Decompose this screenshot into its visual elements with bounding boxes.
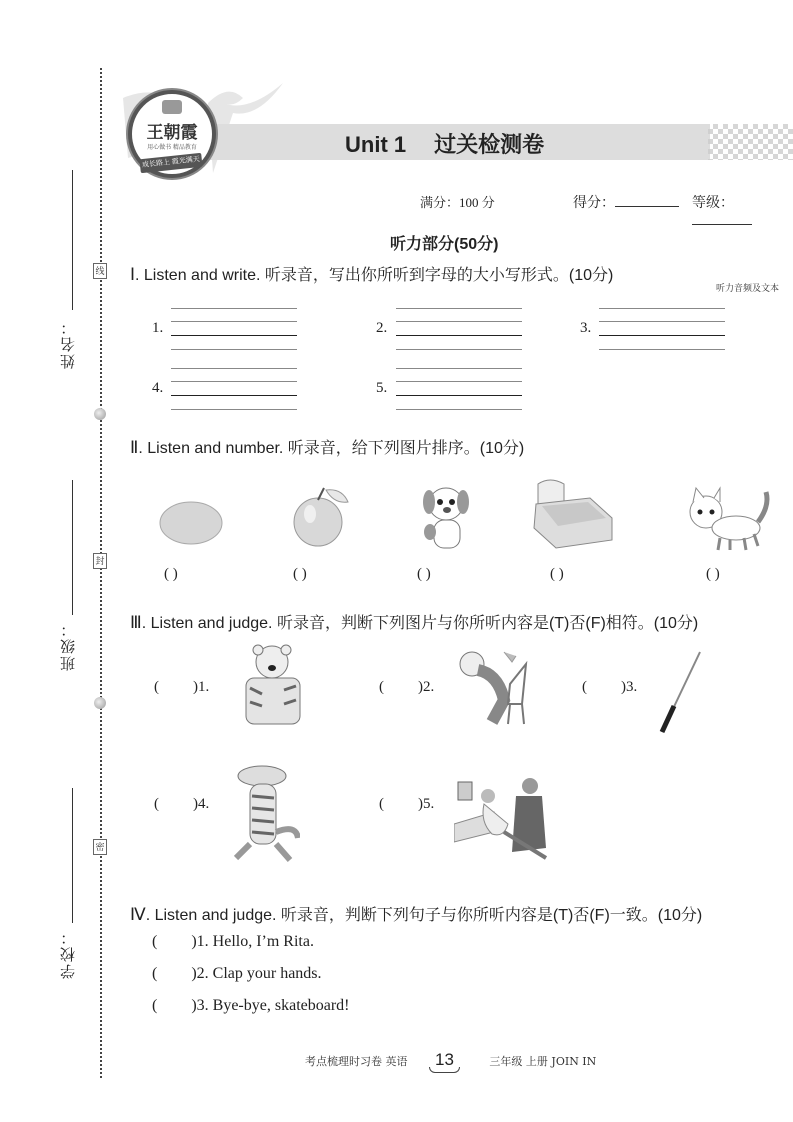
answer-blank[interactable]: ( ) <box>164 566 178 582</box>
item-label: )4. <box>193 796 210 812</box>
item-label: )5. <box>418 796 435 812</box>
page-number: 13 <box>429 1050 460 1070</box>
tiger-waving-icon <box>238 644 306 726</box>
page-title <box>345 128 544 159</box>
binding-dotted-line <box>100 68 102 1078</box>
open-paren: ( <box>152 933 158 950</box>
item-number: 3. <box>580 320 592 336</box>
class-label: 班级： <box>60 620 77 671</box>
section-numeral: Ⅲ <box>130 613 142 632</box>
binding-knot-icon <box>94 408 106 420</box>
sentence-item-3[interactable] <box>152 997 350 1015</box>
sentence-item-1[interactable] <box>152 933 314 951</box>
dog-icon <box>418 480 474 552</box>
item-label: )2. <box>418 679 435 695</box>
item-label: )1. <box>193 679 210 695</box>
open-paren: ( <box>154 679 159 695</box>
class-field-line[interactable] <box>72 480 73 615</box>
section-title: . Listen and write. 听录音，写出你所听到字母的大小写形式。(10分) <box>135 267 614 284</box>
section-4-heading <box>130 902 702 925</box>
section-3-heading <box>130 610 698 633</box>
open-paren: ( <box>379 796 384 812</box>
score-blank[interactable] <box>615 206 679 207</box>
sentence-text: )3. Bye-bye, skateboard! <box>191 997 350 1014</box>
open-paren: ( <box>582 679 587 695</box>
section-2-heading <box>130 435 524 458</box>
section-1-heading <box>130 262 613 285</box>
sentence-text: )1. Hello, I’m Rita. <box>191 933 314 950</box>
footer-book-title: 考点梳理时习卷 英语 <box>305 1055 408 1068</box>
name-field-line[interactable] <box>72 170 73 310</box>
score-field <box>573 192 679 212</box>
full-score: 满分：100 分 <box>420 195 495 210</box>
section-numeral: Ⅱ <box>130 438 139 457</box>
answer-blank[interactable]: ( ) <box>293 566 307 582</box>
name-label: 姓名： <box>60 318 77 369</box>
pen-icon <box>652 644 712 736</box>
section-title: . Listen and number. 听录音，给下列图片排序。(10分) <box>138 440 525 457</box>
section-numeral: Ⅰ <box>130 265 136 284</box>
judge-item-4[interactable] <box>154 796 209 813</box>
sentence-text: )2. Clap your hands. <box>191 965 322 982</box>
logo-band: 成长路上 霞光满天 <box>139 153 202 173</box>
writing-grid-4[interactable] <box>171 368 297 408</box>
open-paren: ( <box>152 965 158 982</box>
cat-icon <box>684 486 776 552</box>
writing-grid-1[interactable] <box>171 308 297 348</box>
tiger-sitting-on-chair-icon <box>452 644 542 728</box>
item-number: 2. <box>376 320 388 336</box>
checker-decoration <box>708 124 793 160</box>
logo-text: 王朝霞 <box>146 123 198 143</box>
writing-grid-5[interactable] <box>396 368 522 408</box>
item-number: 4. <box>152 380 164 396</box>
writing-grid-3[interactable] <box>599 308 725 348</box>
seal-mark-mi: 密 <box>93 839 107 855</box>
binding-knot-icon <box>94 697 106 709</box>
school-field-line[interactable] <box>72 788 73 923</box>
open-paren: ( <box>379 679 384 695</box>
crown-icon <box>162 100 182 114</box>
item-number: 5. <box>376 380 388 396</box>
sentence-item-2[interactable] <box>152 965 322 983</box>
school-label: 学校： <box>60 928 77 979</box>
judge-item-2[interactable] <box>379 679 434 696</box>
judge-item-3[interactable] <box>582 679 637 696</box>
logo-subtext: 用心做书 精品教育 <box>147 145 197 151</box>
open-paren: ( <box>152 997 158 1014</box>
bed-icon <box>530 478 616 552</box>
listening-part-title: 听力部分(50分) <box>390 236 499 253</box>
answer-blank[interactable]: ( ) <box>550 566 564 582</box>
score-label: 得分： <box>573 194 615 210</box>
title-unit: Unit 1 <box>345 132 407 157</box>
seal-mark-xian: 线 <box>93 263 107 279</box>
audio-text-note[interactable]: 听力音频及文本 <box>716 284 780 294</box>
answer-blank[interactable]: ( ) <box>417 566 431 582</box>
answer-blank[interactable]: ( ) <box>706 566 720 582</box>
open-paren: ( <box>154 796 159 812</box>
egg-icon <box>158 498 224 548</box>
tiger-standing-icon <box>230 762 300 868</box>
item-label: )3. <box>621 679 638 695</box>
seal-mark-feng: 封 <box>93 553 107 569</box>
grade-blank[interactable] <box>692 224 752 225</box>
writing-grid-2[interactable] <box>396 308 522 348</box>
section-title: . Listen and judge. 听录音，判断下列句子与你所听内容是(T)否(F)一致。(10分) <box>145 907 703 924</box>
grade-field <box>692 192 793 228</box>
judge-item-1[interactable] <box>154 679 209 696</box>
item-number: 1. <box>152 320 164 336</box>
apple-icon <box>290 486 356 548</box>
section-numeral: Ⅳ <box>130 905 146 924</box>
section-title: . Listen and judge. 听录音，判断下列图片与你所听内容是(T)否(F)相符。(10分) <box>141 615 699 632</box>
grade-label: 等级： <box>692 194 734 210</box>
children-classroom-icon <box>454 772 554 864</box>
footer-grade-info: 三年级 上册 JOIN IN <box>489 1055 597 1068</box>
title-cn: 过关检测卷 <box>434 132 545 157</box>
judge-item-5[interactable] <box>379 796 434 813</box>
page-footer <box>305 1050 596 1070</box>
